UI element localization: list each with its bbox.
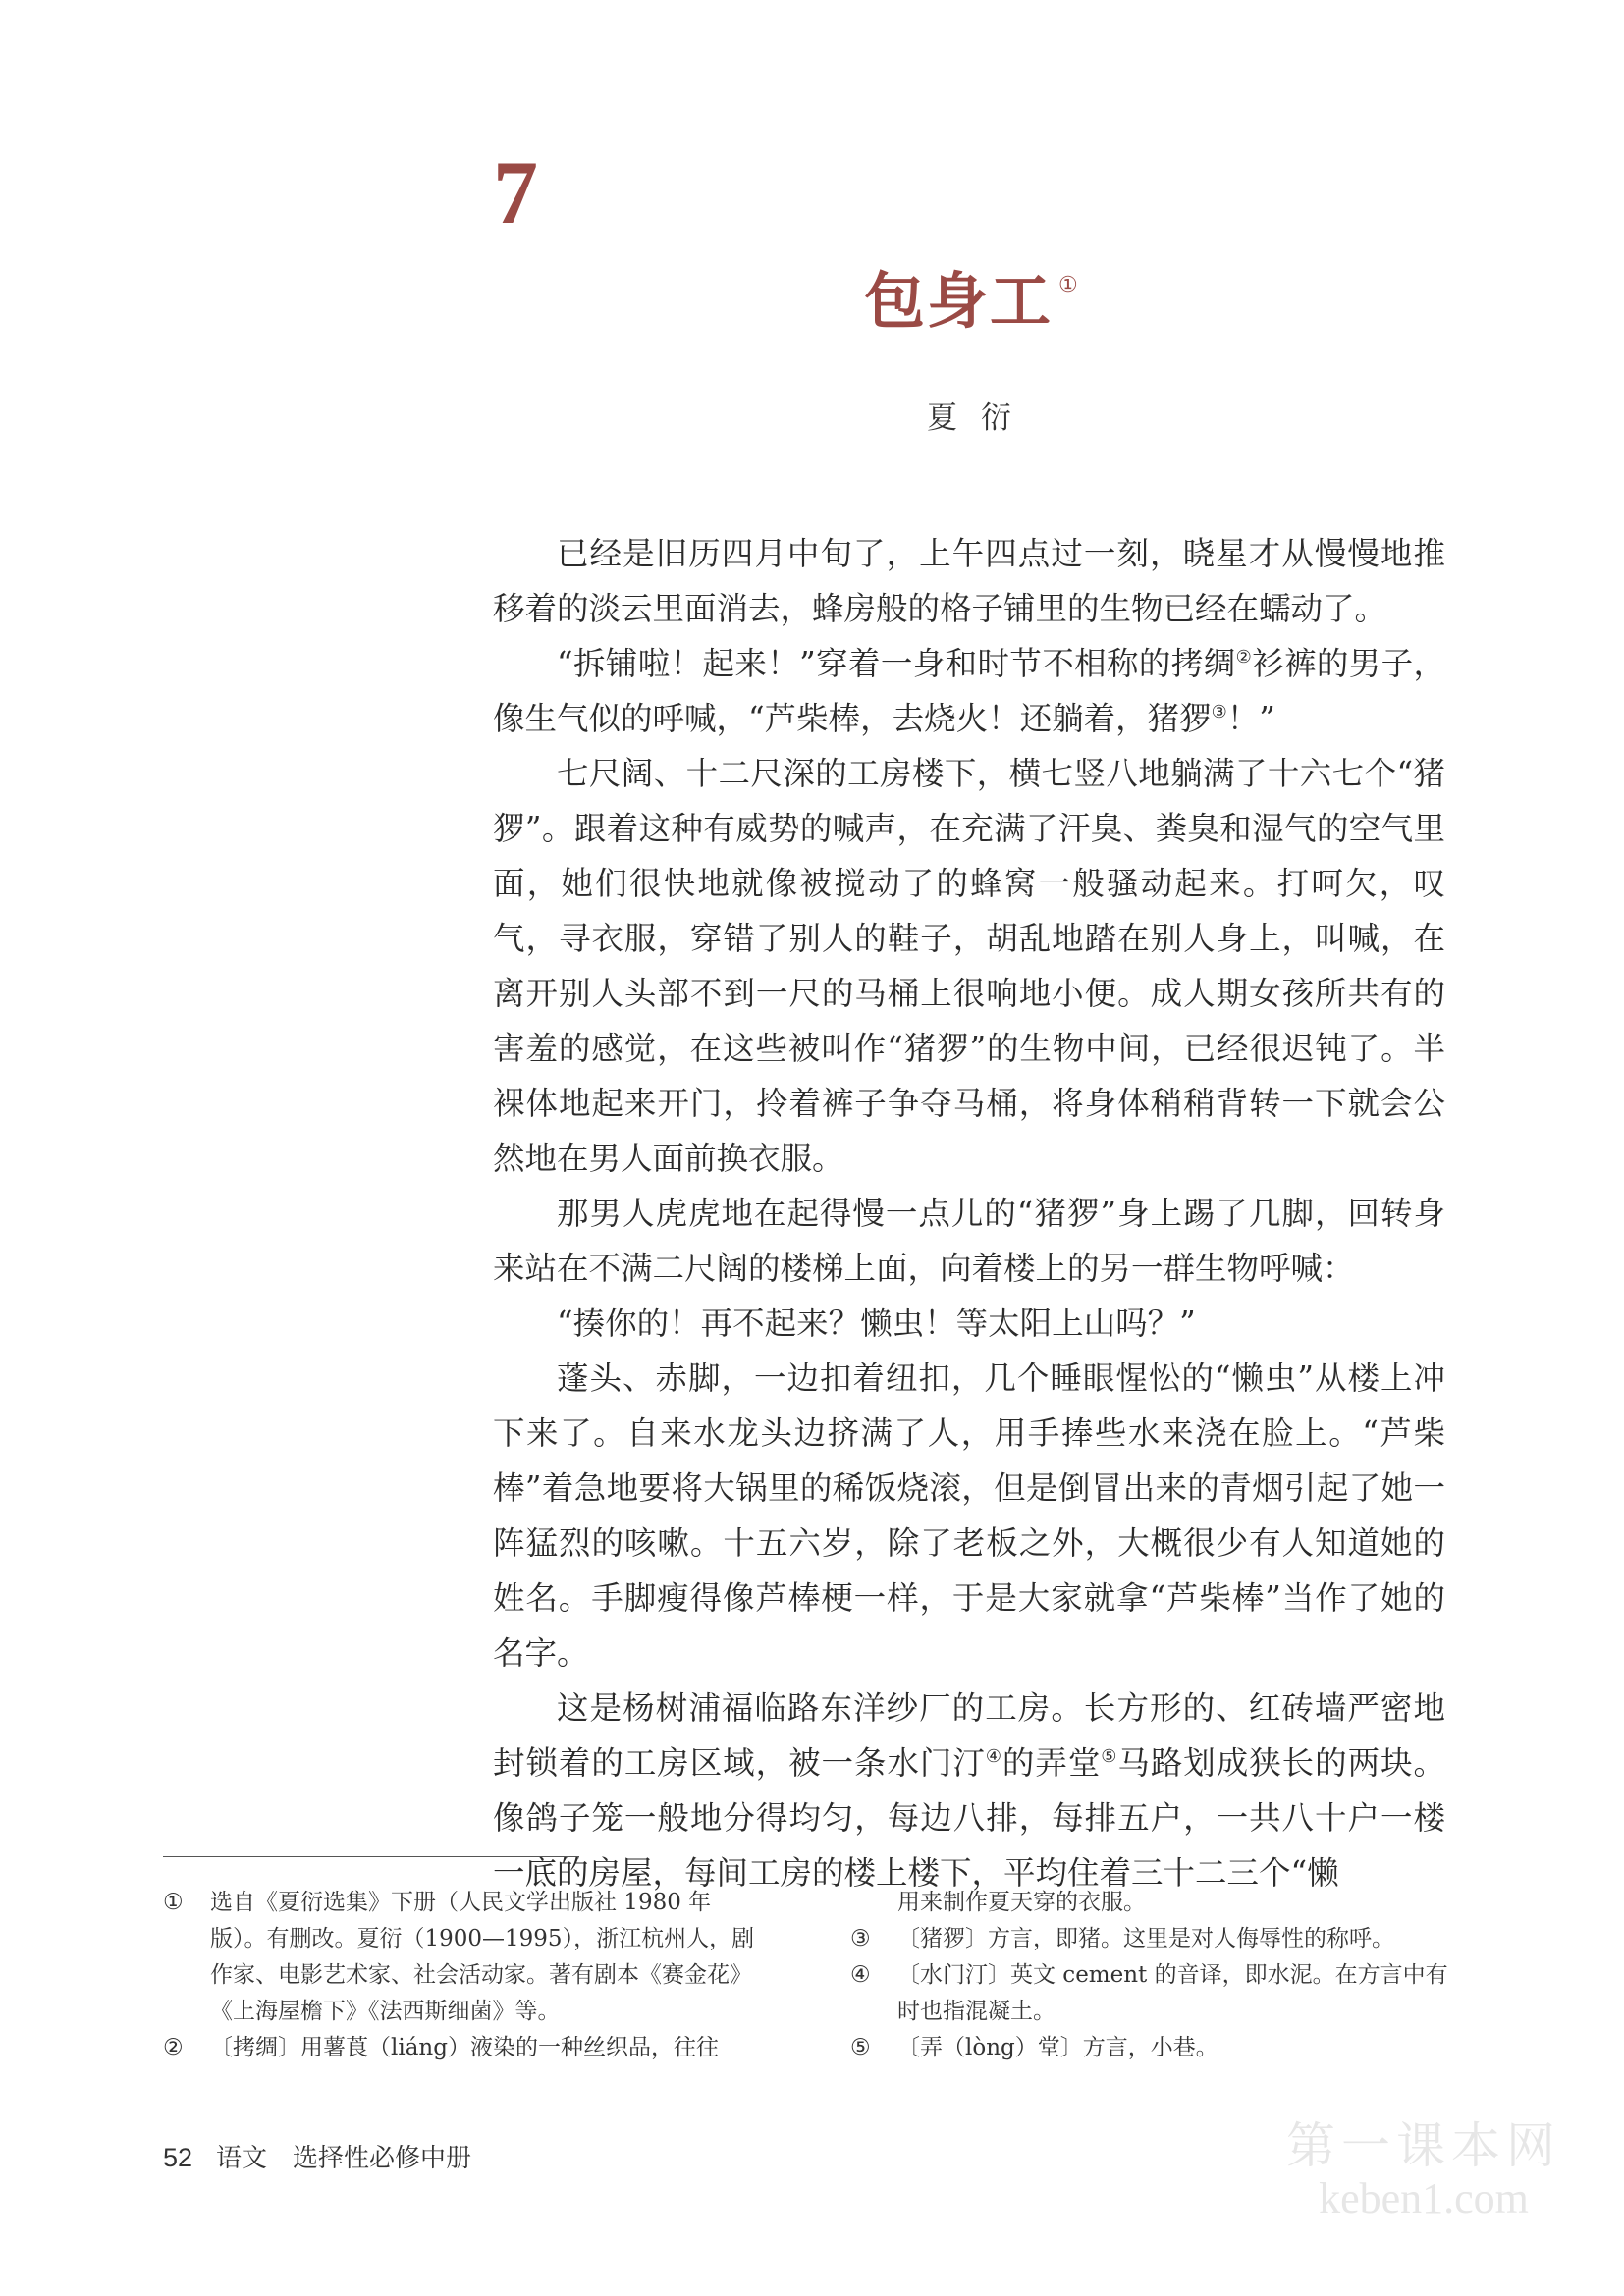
paragraph-7 [493, 1681, 1445, 1900]
footnote-ref-3[interactable]: ③ [1211, 702, 1227, 723]
footnote-ref-1[interactable]: ① [1058, 273, 1080, 297]
lesson-number: 7 [493, 142, 538, 242]
paragraph-7-part-b: 的弄堂 [1001, 1744, 1102, 1782]
footnote-4-text: 〔水门汀〕英文 cement 的音译，即水泥。在方言中有时也指混凝土。 [897, 1962, 1448, 2024]
footnote-1-text: 选自《夏衍选集》下册（人民文学出版社 1980 年版）。有删改。夏衍（1900—1995），浙江杭州人，剧作家、电影艺术家、社会活动家。著有剧本《赛金花》《上海屋檐下》《法西斯细菌》等。 [210, 1890, 755, 2024]
footnote-2-continued: 用来制作夏天穿的衣服。 [897, 1890, 1146, 1915]
author-name: 夏衍 [927, 400, 1035, 436]
footnote-divider [163, 1856, 579, 1857]
lesson-title-text: 包身工 [864, 265, 1054, 337]
lesson-title [864, 265, 1080, 337]
watermark-line-1: 第一课本网 [1286, 2118, 1561, 2173]
paragraph-2-part-a: “拆铺啦！起来！”穿着一身和时节不相称的拷绸 [557, 645, 1236, 682]
paragraph-7-part-c: 马路划成狭长的两块。像鸽子笼一般地分得均匀，每边八排，每排五户，一共八十户一楼一底的房屋，每间工房的楼上楼下，平均住着三十二三个“懒 [493, 1744, 1445, 1892]
footnote-ref-5[interactable]: ⑤ [1101, 1746, 1118, 1768]
footnote-3 [850, 1921, 1451, 1957]
footnote-1-number: ① [163, 1890, 184, 1915]
paragraph-2-part-b: 衫裤的男子，像生气似的呼喊，“芦柴棒，去烧火！还躺着，猪猡 [493, 645, 1445, 737]
footnote-4 [850, 1957, 1451, 2030]
article-body [493, 526, 1445, 1900]
book-title: 语文 选择性必修中册 [216, 2144, 472, 2173]
footnote-4-number: ④ [850, 1962, 871, 1988]
paragraph-5: “揍你的！再不起来？懒虫！等太阳上山吗？” [557, 1305, 1196, 1342]
paragraph-2 [493, 636, 1445, 746]
site-watermark [1276, 2107, 1571, 2223]
footnote-3-number: ③ [850, 1926, 871, 1951]
footnote-2-text: 〔拷绸〕用薯莨（liáng）液染的一种丝织品，往往 [210, 2035, 719, 2060]
paragraph-3: 七尺阔、十二尺深的工房楼下，横七竖八地躺满了十六七个“猪猡”。跟着这种有威势的喊声，在充满了汗臭、粪臭和湿气的空气里面，她们很快地就像被搅动了的蜂窝一般骚动起来。打呵欠，叹气，寻衣服，穿错了别人的鞋子，胡乱地踏在别人身上，叫喊，在离开别人头部不到一尺的马桶上很响地小便。成人期女孩所共有的害羞的感觉，在这些被叫作“猪猡”的生物中间，已经很迟钝了。半裸体地起来开门，拎着裤子争夺马桶，将身体稍稍背转一下就会公然地在男人面前换衣服。 [493, 755, 1445, 1177]
footnote-5-text: 〔弄（lòng）堂〕方言，小巷。 [897, 2035, 1218, 2060]
footnote-3-text: 〔猪猡〕方言，即猪。这里是对人侮辱性的称呼。 [897, 1926, 1394, 1951]
footnote-5-number: ⑤ [850, 2035, 871, 2060]
footnote-5 [850, 2030, 1451, 2066]
paragraph-6: 蓬头、赤脚，一边扣着纽扣，几个睡眼惺忪的“懒虫”从楼上冲下来了。自来水龙头边挤满了人，用手捧些水来浇在脸上。“芦柴棒”着急地要将大锅里的稀饭烧滚，但是倒冒出来的青烟引起了她一阵猛烈的咳嗽。十五六岁，除了老板之外，大概很少有人知道她的姓名。手脚瘦得像芦棒梗一样，于是大家就拿“芦柴棒”当作了她的名字。 [493, 1360, 1445, 1672]
paragraph-2-part-c: ！” [1226, 700, 1275, 737]
paragraph-4: 那男人虎虎地在起得慢一点儿的“猪猡”身上踢了几脚，回转身来站在不满二尺阔的楼梯上面，向着楼上的另一群生物呼喊： [493, 1195, 1445, 1287]
footnotes-right-column [850, 1885, 1451, 2066]
page-number: 52 [163, 2143, 193, 2172]
paragraph-7-part-a: 这是杨树浦福临路东洋纱厂的工房。长方形的、红砖墙严密地封锁着的工房区域，被一条水门汀 [493, 1689, 1445, 1782]
page-footer [163, 2138, 471, 2174]
footnotes-left-column [163, 1885, 756, 2066]
footnote-1 [163, 1885, 756, 2030]
paragraph-1: 已经是旧历四月中旬了，上午四点过一刻，晓星才从慢慢地推移着的淡云里面消去，蜂房般的格子铺里的生物已经在蠕动了。 [493, 535, 1445, 627]
footnote-ref-2[interactable]: ② [1235, 647, 1253, 668]
watermark-line-2: keben1.com [1319, 2174, 1529, 2222]
footnote-ref-4[interactable]: ④ [985, 1746, 1002, 1768]
footnote-2-number: ② [163, 2035, 184, 2060]
footnote-2 [163, 2030, 756, 2066]
